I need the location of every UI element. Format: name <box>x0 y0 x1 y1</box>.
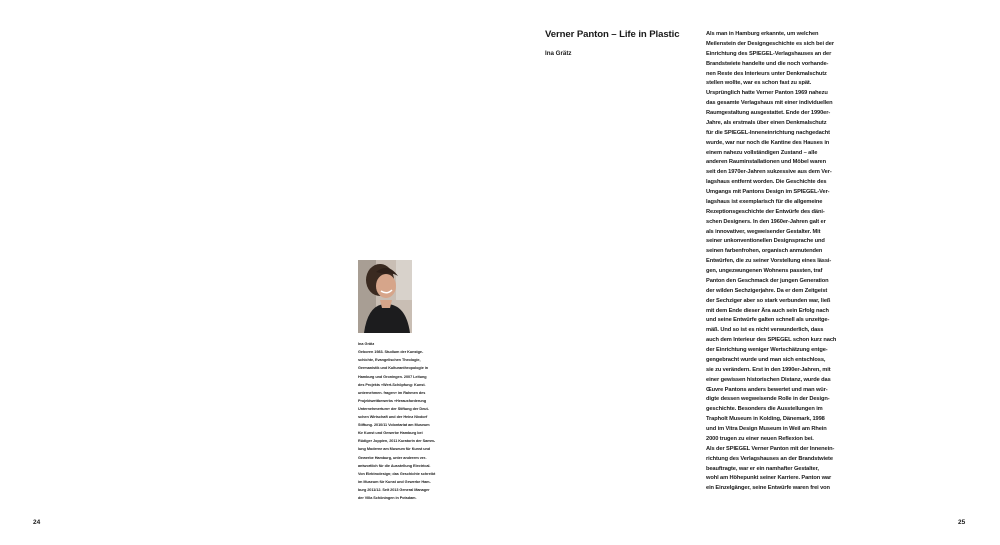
bio-line: der Villa Schöningen in Potsdam. <box>358 495 417 500</box>
body-line: richtung des Verlagshauses an der Brandstwiete <box>706 455 833 462</box>
bio-line: burg 2011/12. Seit 2013 General Manager <box>358 487 430 492</box>
body-line: einem nahezu vollständigen Zustand – alle <box>706 149 818 156</box>
body-line: und im Vitra Design Museum in Weil am Rhein <box>706 426 827 432</box>
body-line: Als man in Hamburg erkannte, um welchen <box>706 31 819 37</box>
bio-line: Geboren 1983. Studium der Kunstge- <box>358 350 424 355</box>
bio-line: schichte, Evangelischen Theologie, <box>358 358 421 363</box>
bio-text <box>358 348 468 502</box>
body-line: wurde, war nur noch die Kantine des Hauses in <box>706 139 830 146</box>
body-line: Brandstwiete handelte und die noch vorhande- <box>706 60 829 67</box>
bio-line: lung Moderne am Museum für Kunst und <box>358 447 431 452</box>
bio-line: Von Elektrodesign; das Geschichte schreibt <box>358 471 436 476</box>
body-line: mit dem Ende dieser Ära auch sein Erfolg nach <box>706 307 829 314</box>
bio-line: für Kunst und Gewerbe Hamburg bei <box>358 431 423 436</box>
body-line: und seine Entwürfe galten schnell als unzeitge- <box>706 317 830 324</box>
body-line: 2000 trugen zu einer neuen Reflexion bei. <box>706 435 814 442</box>
body-line: Meilenstein der Designgeschichte es sich bei der <box>706 40 834 47</box>
body-line: Ursprünglich hatte Verner Panton 1969 nahezu <box>706 90 828 97</box>
bio-line: Gewerbe Hamburg, unter anderem ver- <box>358 455 427 460</box>
body-line: das gesamte Verlagshaus mit einer individuellen <box>706 100 833 107</box>
body-line: digte dessen wegweisende Rolle in der Design- <box>706 396 830 403</box>
body-line: stellen wollte, war es schon fast zu spät. <box>706 80 812 87</box>
body-line: seit den 1970er-Jahren sukzessive aus dem Ver- <box>706 169 832 176</box>
body-line: für die SPIEGEL-Inneneinrichtung nachgedacht <box>706 129 830 136</box>
bio-line: Rüdiger Joppien, 2011 Kuratorin der Samm- <box>358 439 436 444</box>
article-title: Verner Panton – Life in Plastic <box>545 29 680 40</box>
bio-line: unternehmen. fragen« im Rahmen des <box>358 390 426 395</box>
body-line: Einrichtung des SPIEGEL-Verlagshauses an der <box>706 50 832 57</box>
bio-line: Germanistik und Kulturanthropologie in <box>358 366 429 371</box>
body-line: Trapholt Museum in Kolding, Dänemark, 1998 <box>706 416 825 423</box>
body-line: geschichte. Besonders die Ausstellungen im <box>706 406 823 413</box>
body-line: Umgangs mit Pantons Design im SPIEGEL-Ver- <box>706 189 830 195</box>
author-portrait-photo <box>358 260 412 333</box>
bio-line: antwortlich für die Ausstellung Electrical. <box>358 463 431 468</box>
bio-line: Unternehmertum« der Stiftung der Deut- <box>358 406 429 411</box>
body-line: der Sechziger aber so stark verbunden war, ließ <box>706 297 831 304</box>
bio-line: des Projekts »Wert-Schöpfung: Kunst. <box>358 382 426 387</box>
body-line: schen Designers. In den 1960er-Jahren galt er <box>706 218 826 225</box>
body-line: auch dem Interieur des SPIEGEL schon kurz nach <box>706 337 837 344</box>
page-number-left: 24 <box>33 519 41 526</box>
author-biography <box>358 340 468 502</box>
bio-line: Stiftung. 2010/11 Volontariat am Museum <box>358 423 430 428</box>
body-line: ein Einzelgänger, seine Entwürfe waren frei von <box>706 485 830 492</box>
body-line: der wilden Sechzigerjahre. Da er dem Zeitgeist <box>706 287 828 294</box>
body-line: Œuvre Pantons anders bewertet und man wür- <box>706 386 828 393</box>
body-line: Entwürfen, die zu seiner Vorstellung eines lässi- <box>706 258 832 265</box>
body-line: beauftragte, war er ein namhafter Gestalter, <box>706 465 819 472</box>
body-line: Raumgestaltung ausgestattet. Ende der 1990er- <box>706 110 831 116</box>
body-line: einer gewissen historischen Distanz, wurde das <box>706 376 831 383</box>
body-line: Rezeptionsgeschichte der Entwürfe des däni- <box>706 208 825 215</box>
body-line: Panton den Geschmack der jungen Generation <box>706 277 829 284</box>
page-number-right: 25 <box>958 519 966 526</box>
body-line: gengebracht wurde und man sich entschloss, <box>706 356 826 363</box>
bio-name: Ina Grätz <box>358 342 375 346</box>
body-line: anderen Rauminstallationen und Möbel waren <box>706 159 826 166</box>
article-author: Ina Grätz <box>545 50 572 57</box>
body-line: mäß. Und so ist es nicht verwunderlich, dass <box>706 327 824 334</box>
bio-line: Hamburg und Groningen. 2007 Leitung <box>358 374 427 379</box>
body-line: seiner unkonventionellen Designsprache und <box>706 238 825 245</box>
body-line: nen Reste des Interieurs unter Denkmalschutz <box>706 70 827 77</box>
body-line: Jahre, als erstmals über einen Denkmalschutz <box>706 119 827 126</box>
body-line: Als der SPIEGEL Verner Panton mit der Innenein- <box>706 445 835 452</box>
bio-line: im Museum für Kunst und Gewerbe Ham- <box>358 479 431 484</box>
body-line: lagshaus ist exemplarisch für die allgemeine <box>706 198 823 205</box>
bio-line: schen Wirtschaft und der Heinz Nixdorf <box>358 415 428 420</box>
body-line: als innovativer, wegweisender Gestalter. Mit <box>706 228 821 235</box>
body-line: wohl am Höhepunkt seiner Karriere. Panton war <box>706 475 832 482</box>
bio-line: Projektwettbewerbs »Herausforderung <box>358 398 427 403</box>
body-line: seinen farbenfrohen, organisch anmutenden <box>706 248 823 255</box>
body-line: sie zu verändern. Erst in den 1990er-Jahren, mit <box>706 366 831 373</box>
body-line: lagshaus entfernt worden. Die Geschichte des <box>706 179 827 186</box>
body-line: der Einrichtung weniger Wertschätzung entge- <box>706 347 828 353</box>
body-line: gen, ungezwungenen Wohnens passten, traf <box>706 268 823 274</box>
article-body <box>706 30 866 494</box>
